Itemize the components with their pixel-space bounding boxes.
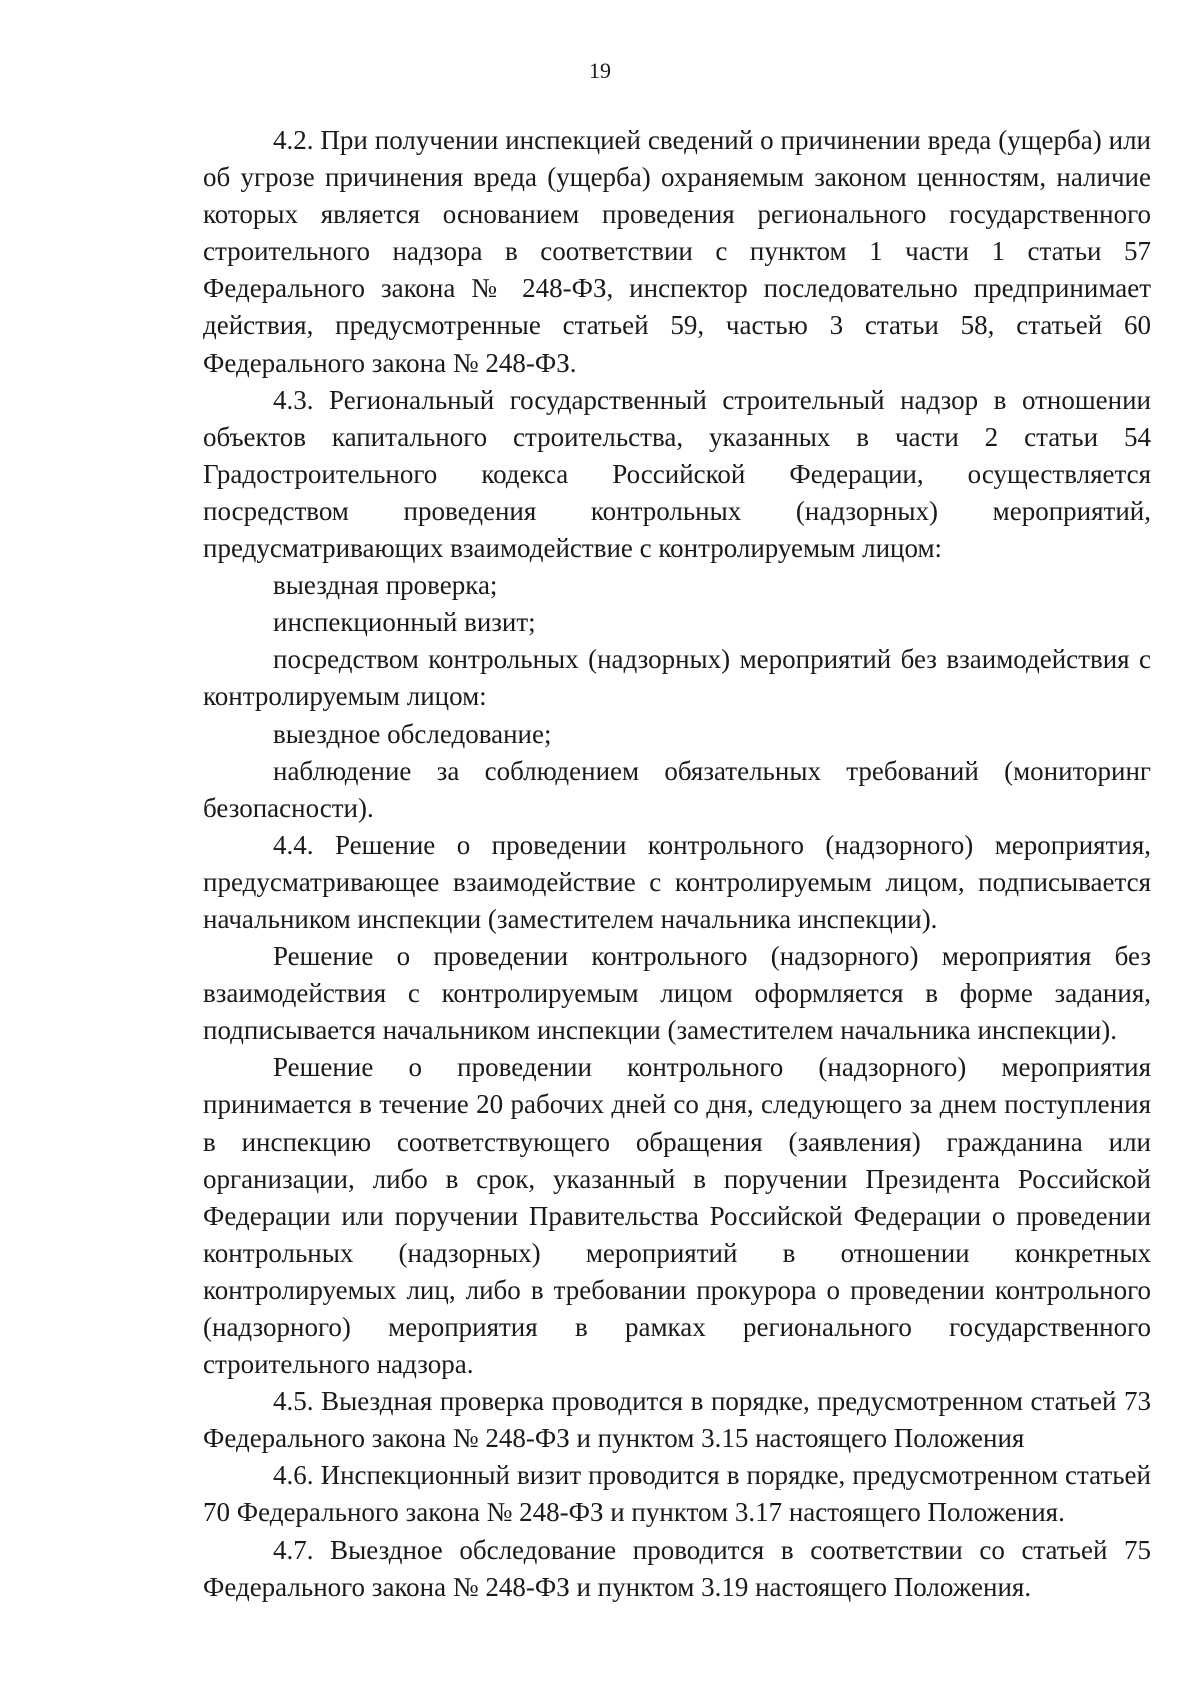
paragraph-4-7: 4.7. Выездное обследование проводится в соответствии со статьей 75 Федерального закона № 248-ФЗ и пунктом 3.19 настоящего Положения. (203, 1534, 1151, 1602)
paragraph-4-5: 4.5. Выездная проверка проводится в порядке, предусмотренном статьей 73 Федерального закона № 248-ФЗ и пунктом 3.15 настоящего Положения (203, 1386, 1151, 1454)
paragraph-decision-task: Решение о проведении контрольного (надзорного) мероприятия без взаимодействия с контролируемым лицом оформляется в форме задания, подписывается начальником инспекции (заместителем начальника инспекции). (203, 941, 1151, 1046)
paragraph-4-4: 4.4. Решение о проведении контрольного (надзорного) мероприятия, предусматривающее взаимодействие с контролируемым лицом, подписывается начальником инспекции (заместителем начальника инспекции). (203, 829, 1151, 934)
paragraph-without-interaction: посредством контрольных (надзорных) мероприятий без взаимодействия с контролируемым лицом: (203, 644, 1151, 712)
list-item-monitoring: наблюдение за соблюдением обязательных требований (мониторинг безопасности). (203, 755, 1151, 823)
list-item-on-site-inspection: выездная проверка; (273, 570, 498, 601)
paragraph-4-2: 4.2. При получении инспекцией сведений о причинении вреда (ущерба) или об угрозе причинения вреда (ущерба) охраняемым законом ценностям, наличие которых является основанием проведения регионального государственного строительного надзора в соответствии с пунктом 1 части 1 статьи 57 Федерального закона № 248-ФЗ, инспектор последовательно предпринимает действия, предусмотренные статьей 59, частью 3 статьи 58, статьей 60 Федерального закона № 248-ФЗ. (203, 125, 1151, 378)
list-item-inspection-visit: инспекционный визит; (273, 607, 536, 638)
document-body (203, 122, 1151, 1606)
paragraph-4-6: 4.6. Инспекционный визит проводится в порядке, предусмотренном статьей 70 Федерального закона № 248-ФЗ и пунктом 3.17 настоящего Положения. (203, 1460, 1151, 1528)
paragraph-decision-deadline: Решение о проведении контрольного (надзорного) мероприятия принимается в течение 20 рабочих дней со дня, следующего за днем поступления в инспекцию соответствующего обращения (заявления) гражданина или организации, либо в срок, указанный в поручении Президента Российской Федерации или поручении Правительства Российской Федерации о проведении контрольных (надзорных) мероприятий в отношении конкретных контролируемых лиц, либо в требовании прокурора о проведении контрольного (надзорного) мероприятия в рамках регионального государственного строительного надзора. (203, 1052, 1151, 1380)
list-item-on-site-survey: выездное обследование; (273, 718, 552, 749)
paragraph-4-3: 4.3. Региональный государственный строительный надзор в отношении объектов капитального строительства, указанных в части 2 статьи 54 Градостроительного кодекса Российской Федерации, осуществляется посредством проведения контрольных (надзорных) мероприятий, предусматривающих взаимодействие с контролируемым лицом: (203, 384, 1151, 564)
page-number: 19 (589, 58, 611, 83)
